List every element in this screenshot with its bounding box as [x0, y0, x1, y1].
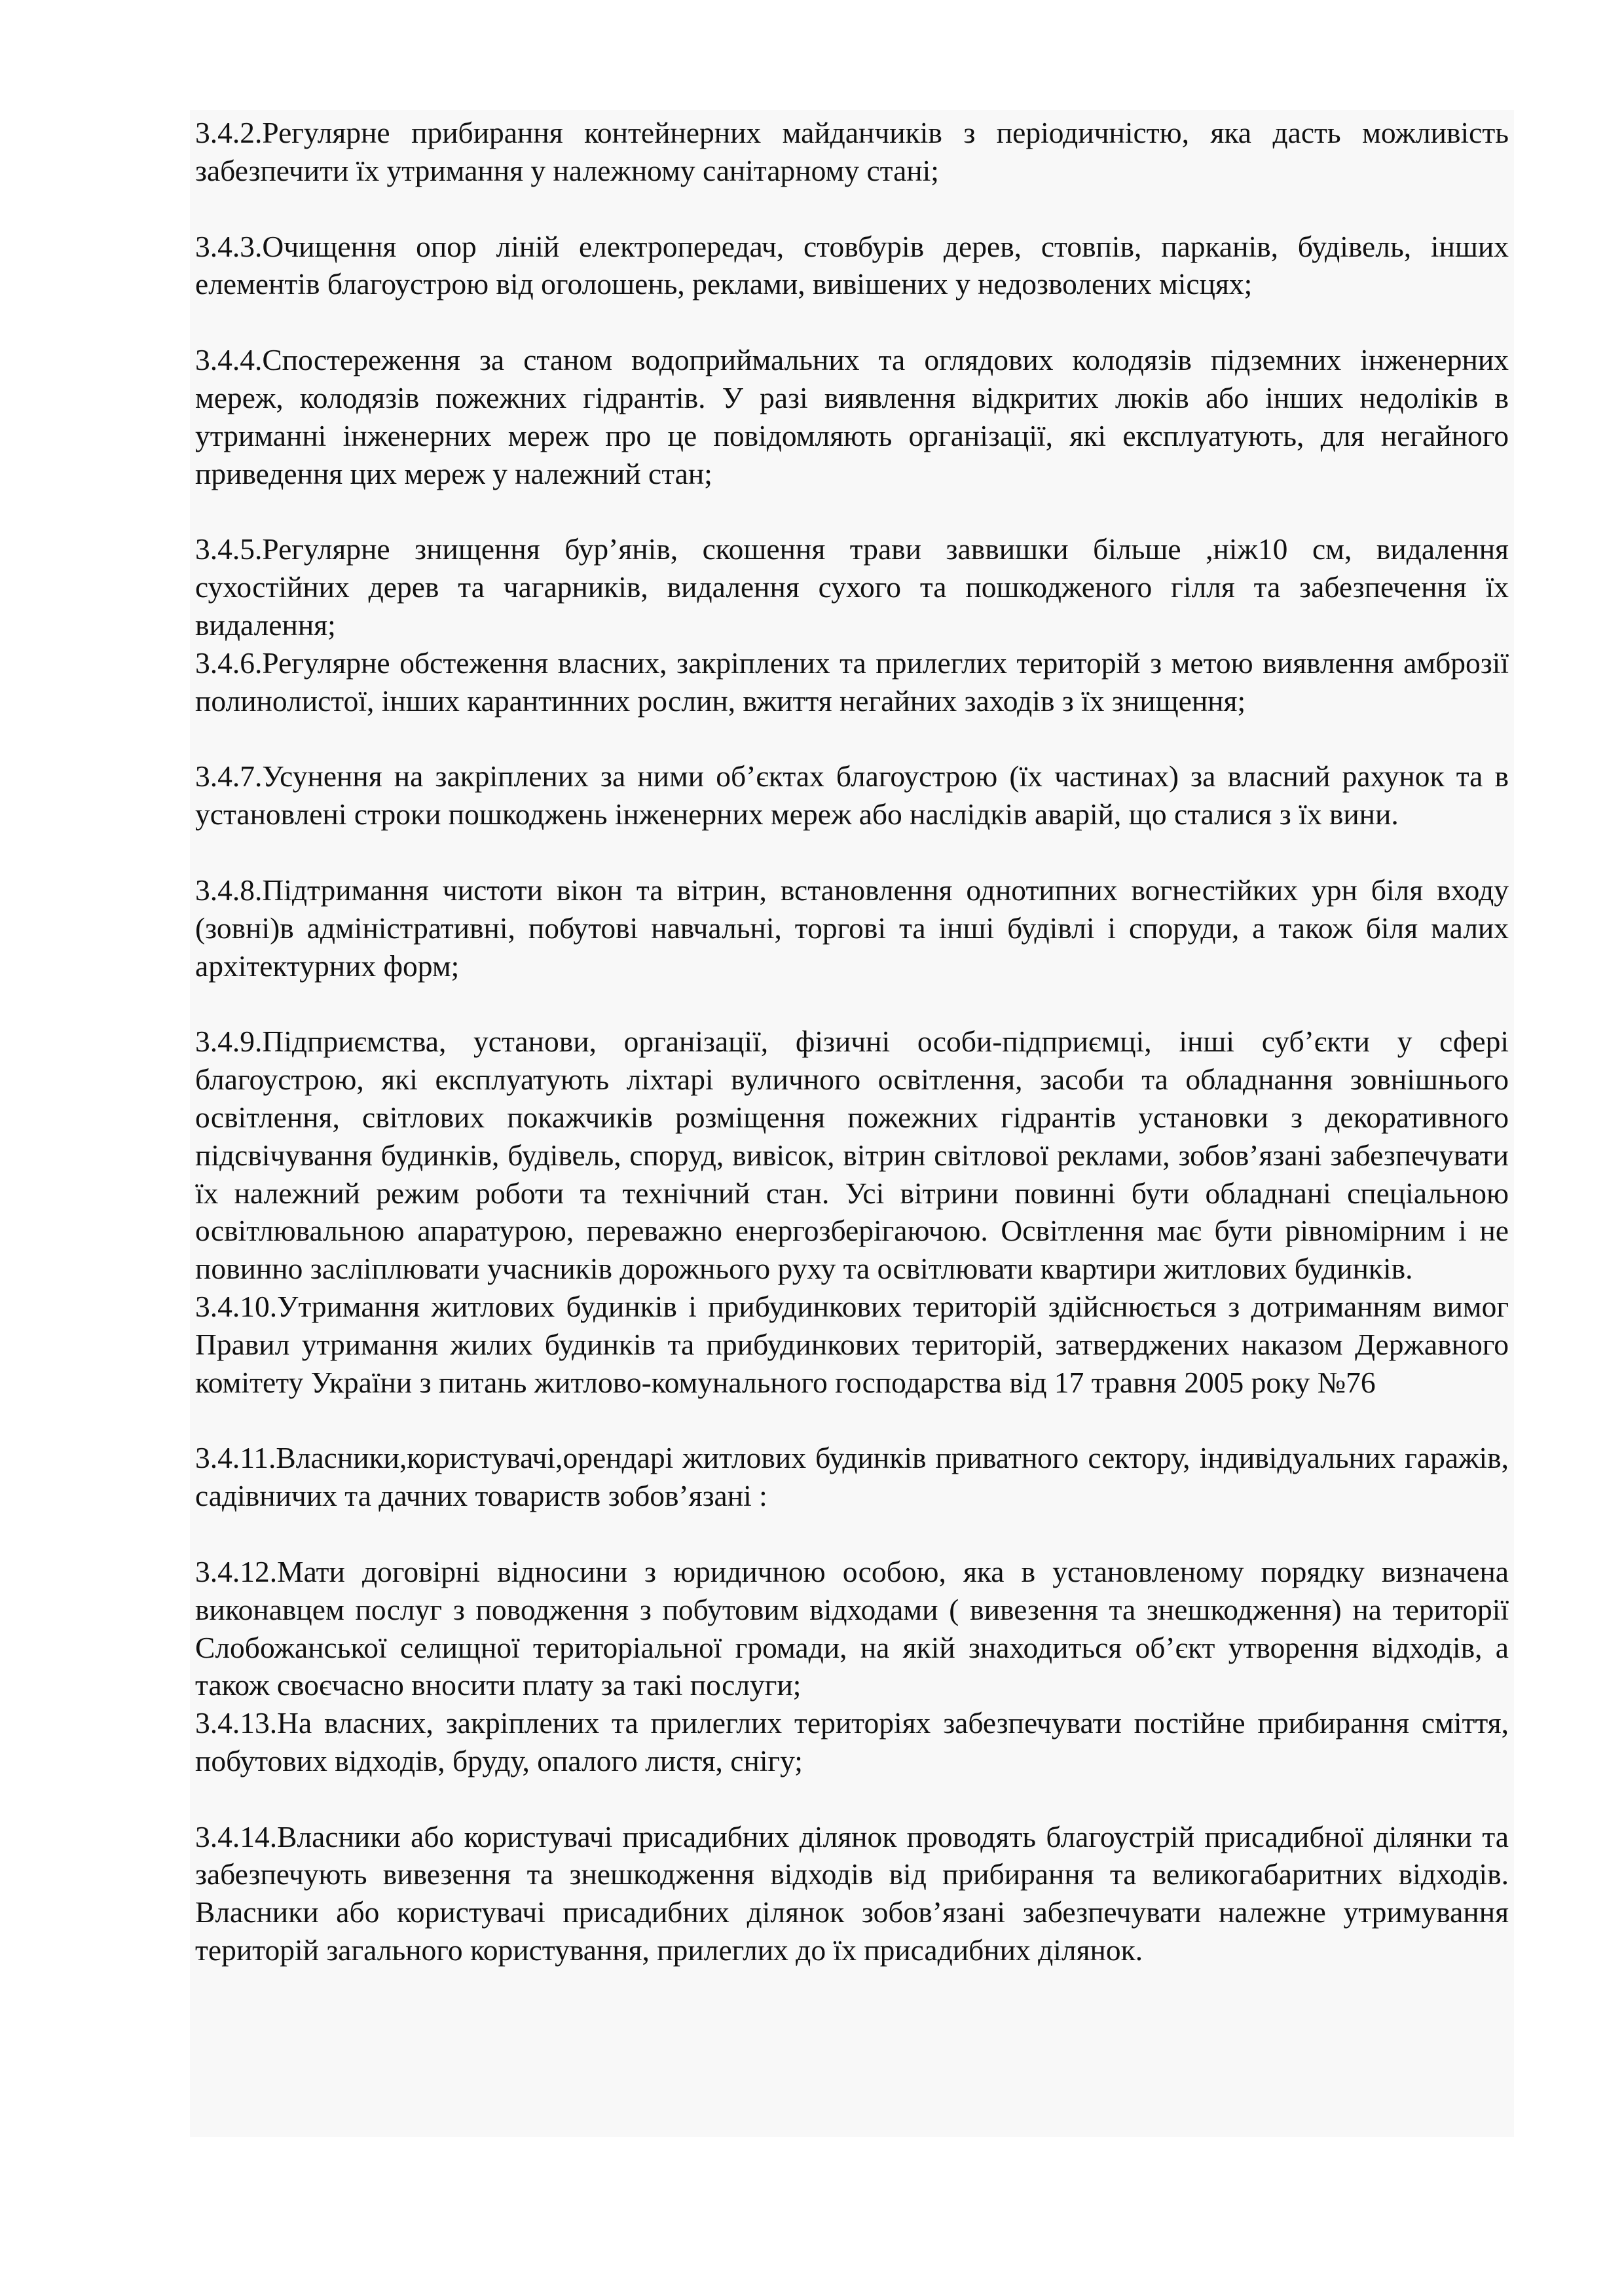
paragraph-3-4-2: 3.4.2.Регулярне прибирання контейнерних майданчиків з періодичністю, яка дасть можливість забезпечити їх утримання у належному санітарному стані;	[195, 116, 1509, 187]
paragraph-3-4-3: 3.4.3.Очищення опор ліній електропередач, стовбурів дерев, стовпів, парканів, будівель, інших елементів благоустрою від оголошень, реклами, вивішених у недозволених місцях;	[195, 229, 1509, 301]
paragraph-3-4-11: 3.4.11.Власники,користувачі,орендарі житлових будинків приватного сектору, індивідуальних гаражів, садівничих та дачних товариств зобов’язані :	[195, 1441, 1509, 1513]
paragraph-3-4-8: 3.4.8.Підтримання чистоти вікон та вітрин, встановлення однотипних вогнестійких урн біля входу (зовні)в адміністративні, побутові навчальні, торгові та інші будівлі і споруди, а також біля малих архітектурних форм;	[195, 873, 1509, 983]
paragraph-3-4-10: 3.4.10.Утримання житлових будинків і прибудинкових територій здійснюється з дотриманням вимог Правил утримання жилих будинків та прибудинкових територій, затверджених наказом Державного комітету України з питань житлово-комунального господарства від 17 травня 2005 року №76	[195, 1289, 1509, 1399]
paragraph-3-4-12: 3.4.12.Мати договірні відносини з юридичною особою, яка в установленому порядку визначена виконавцем послуг з поводження з побутовим відходами ( вивезення та знешкодження) на території Слобожанської селищної територіальної громади, на якій знаходиться об’єкт утворення відходів, а також своєчасно вносити плату за такі послуги;	[195, 1554, 1509, 1702]
paragraph-3-4-4: 3.4.4.Спостереження за станом водоприймальних та оглядових колодязів підземних інженерних мереж, колодязів пожежних гідрантів. У разі виявлення відкритих люків або інших недоліків в утриманні інженерних мереж про це повідомляють організації, які експлуатують, для негайного приведення цих мереж у належний стан;	[195, 343, 1509, 490]
paragraph-3-4-7: 3.4.7.Усунення на закріплених за ними об’єктах благоустрою (їх частинах) за власний рахунок та в установлені строки пошкоджень інженерних мереж або наслідків аварій, що сталися з їх вини.	[195, 759, 1509, 831]
document-body	[190, 110, 1514, 2137]
paragraph-3-4-6: 3.4.6.Регулярне обстеження власних, закріплених та прилеглих територій з метою виявлення амброзії полинолистої, інших карантинних рослин, вжиття негайних заходів з їх знищення;	[195, 646, 1509, 718]
paragraph-3-4-9: 3.4.9.Підприємства, установи, організації, фізичні особи-підприємці, інші суб’єкти у сфері благоустрою, які експлуатують ліхтарі вуличного освітлення, засоби та обладнання зовнішнього освітлення, світлових покажчиків розміщення пожежних гідрантів установки з декоративного підсвічування будинків, будівель, споруд, вивісок, вітрин світлової реклами, зобов’язані забезпечувати їх належний режим роботи та технічний стан. Усі вітрини повинні бути обладнані спеціальною освітлювальною апаратурою, переважно енергозберігаючою. Освітлення має бути рівномірним і не повинно засліплювати учасників дорожнього руху та освітлювати квартири житлових будинків.	[195, 1025, 1509, 1286]
paragraph-3-4-14: 3.4.14.Власники або користувачі присадибних ділянок проводять благоустрій присадибної ділянки та забезпечують вивезення та знешкодження відходів від прибирання та великогабаритних відходів. Власники або користувачі присадибних ділянок зобов’язані забезпечувати належне утримування територій загального користування, прилеглих до їх присадибних ділянок.	[195, 1819, 1509, 1967]
paragraph-3-4-13: 3.4.13.На власних, закріплених та прилеглих територіях забезпечувати постійне прибирання сміття, побутових відходів, бруду, опалого листя, снігу;	[195, 1706, 1509, 1777]
paragraph-3-4-5: 3.4.5.Регулярне знищення бур’янів, скошення трави заввишки більше ,ніж10 см, видалення сухостійних дерев та чагарників, видалення сухого та пошкодженого гілля та забезпечення їх видалення;	[195, 532, 1509, 642]
